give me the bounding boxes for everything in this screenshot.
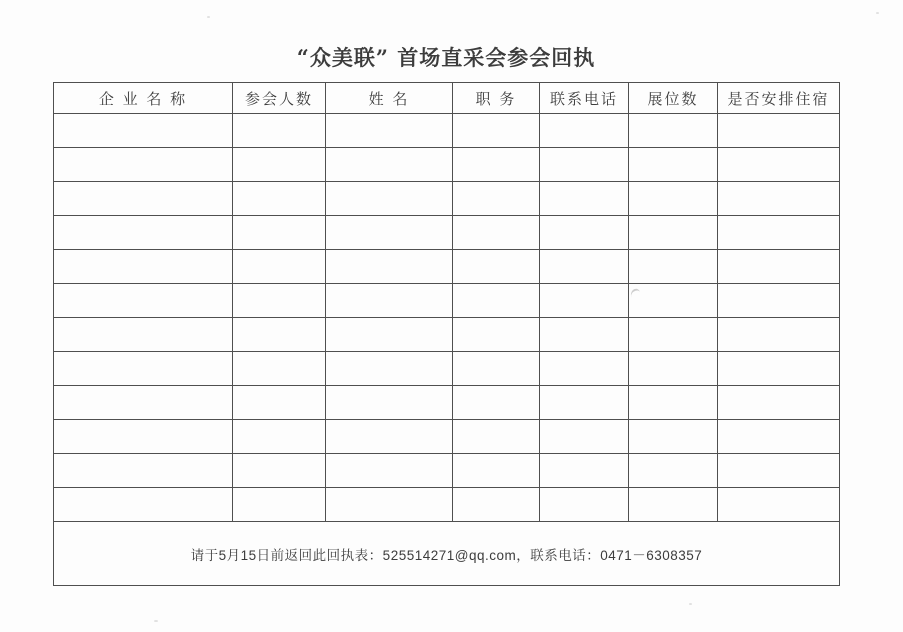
col-header-attendee-count: 参会人数 [233, 83, 326, 114]
empty-cell [629, 318, 718, 352]
empty-form-row [54, 386, 840, 420]
scan-speck [876, 12, 879, 14]
empty-cell [326, 386, 453, 420]
footer-row [54, 522, 840, 586]
empty-cell [540, 148, 629, 182]
empty-cell [453, 488, 540, 522]
empty-cell [629, 216, 718, 250]
empty-cell [629, 420, 718, 454]
empty-cell [233, 148, 326, 182]
empty-form-row [54, 352, 840, 386]
empty-cell [718, 216, 840, 250]
empty-cell [233, 114, 326, 148]
empty-cell [54, 352, 233, 386]
empty-cell [233, 488, 326, 522]
empty-cell [453, 250, 540, 284]
empty-cell [54, 318, 233, 352]
empty-cell [326, 488, 453, 522]
empty-form-row [54, 454, 840, 488]
empty-cell [718, 454, 840, 488]
empty-cell [453, 182, 540, 216]
empty-cell [326, 454, 453, 488]
scan-speck [207, 16, 210, 18]
empty-cell [629, 182, 718, 216]
empty-cell [540, 216, 629, 250]
empty-form-row [54, 216, 840, 250]
col-header-name: 姓 名 [326, 83, 453, 114]
empty-cell [54, 420, 233, 454]
empty-cell [453, 148, 540, 182]
col-header-position: 职 务 [453, 83, 540, 114]
empty-cell [629, 148, 718, 182]
empty-cell [540, 488, 629, 522]
empty-form-row [54, 148, 840, 182]
scan-speck [689, 603, 692, 605]
empty-cell [718, 318, 840, 352]
empty-cell [718, 284, 840, 318]
empty-cell [453, 284, 540, 318]
empty-cell [326, 216, 453, 250]
empty-cell [453, 386, 540, 420]
empty-cell [718, 182, 840, 216]
empty-cell [233, 454, 326, 488]
empty-cell [453, 318, 540, 352]
empty-cell [629, 352, 718, 386]
col-header-phone: 联系电话 [540, 83, 629, 114]
empty-cell [233, 386, 326, 420]
empty-form-row [54, 318, 840, 352]
empty-cell [326, 318, 453, 352]
empty-cell [326, 148, 453, 182]
empty-cell [453, 420, 540, 454]
scan-speck [154, 620, 158, 622]
empty-cell [629, 386, 718, 420]
empty-form-row [54, 250, 840, 284]
empty-cell [718, 386, 840, 420]
empty-form-row [54, 284, 840, 318]
empty-cell [326, 284, 453, 318]
empty-cell [326, 114, 453, 148]
empty-cell [233, 250, 326, 284]
empty-cell [629, 488, 718, 522]
empty-cell [54, 454, 233, 488]
empty-cell [326, 352, 453, 386]
empty-cell [233, 284, 326, 318]
form-title: “众美联” 首场直采会参会回执 [296, 45, 596, 70]
col-header-booth-count: 展位数 [629, 83, 718, 114]
empty-cell [718, 114, 840, 148]
empty-cell [540, 250, 629, 284]
empty-cell [54, 284, 233, 318]
empty-cell [718, 352, 840, 386]
empty-cell [54, 114, 233, 148]
col-header-company-name: 企 业 名 称 [54, 83, 233, 114]
empty-cell [326, 250, 453, 284]
empty-cell [718, 250, 840, 284]
empty-cell [540, 182, 629, 216]
empty-cell [453, 352, 540, 386]
empty-cell [54, 386, 233, 420]
empty-cell [54, 488, 233, 522]
empty-cell [233, 216, 326, 250]
empty-cell [629, 114, 718, 148]
empty-form-row [54, 488, 840, 522]
empty-cell [540, 420, 629, 454]
empty-cell [233, 182, 326, 216]
empty-cell [54, 250, 233, 284]
empty-cell [54, 182, 233, 216]
empty-cell [718, 420, 840, 454]
empty-cell [540, 318, 629, 352]
empty-cell [540, 454, 629, 488]
empty-cell [233, 352, 326, 386]
empty-cell [540, 114, 629, 148]
empty-form-row [54, 182, 840, 216]
empty-form-row [54, 420, 840, 454]
empty-form-row [54, 114, 840, 148]
empty-cell [718, 488, 840, 522]
empty-cell [629, 250, 718, 284]
empty-cell [453, 114, 540, 148]
empty-cell [629, 284, 718, 318]
empty-cell [326, 420, 453, 454]
col-header-accommodation: 是否安排住宿 [718, 83, 840, 114]
empty-cell [540, 352, 629, 386]
header-row [54, 83, 840, 114]
reply-form-table [53, 82, 840, 586]
empty-cell [233, 420, 326, 454]
empty-cell [453, 454, 540, 488]
empty-cell [540, 284, 629, 318]
return-instructions: 请于5月15日前返回此回执表：525514271@qq.com，联系电话：0471－6308357 [54, 522, 840, 586]
empty-cell [453, 216, 540, 250]
empty-cell [540, 386, 629, 420]
empty-cell [54, 216, 233, 250]
empty-cell [233, 318, 326, 352]
empty-cell [326, 182, 453, 216]
empty-cell [54, 148, 233, 182]
empty-cell [718, 148, 840, 182]
empty-cell [629, 454, 718, 488]
